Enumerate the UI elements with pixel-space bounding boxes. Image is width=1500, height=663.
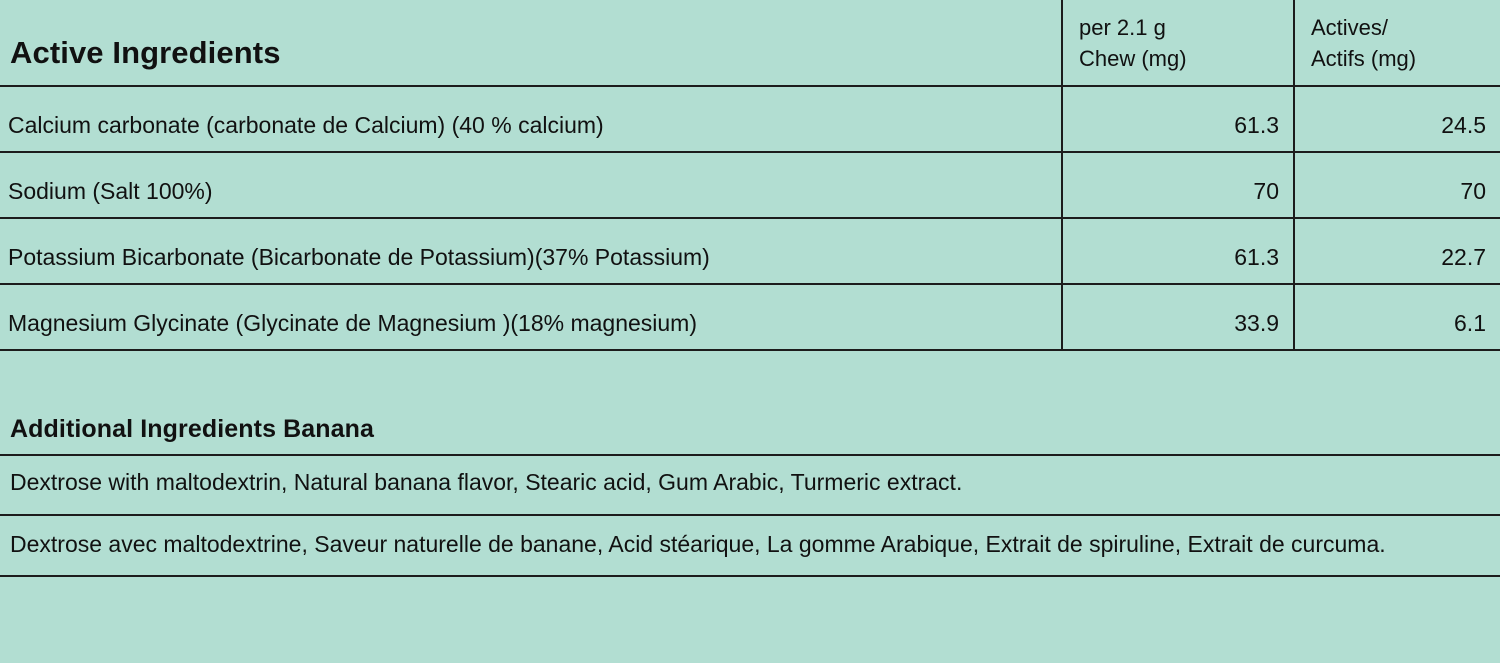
ingredient-per-chew: 70 xyxy=(1062,152,1294,218)
ingredient-name: Calcium carbonate (carbonate de Calcium) (40 % calcium) xyxy=(0,86,1062,152)
ingredient-actives: 6.1 xyxy=(1294,284,1500,350)
table-row xyxy=(0,218,1500,284)
ingredient-per-chew: 33.9 xyxy=(1062,284,1294,350)
ingredient-name: Potassium Bicarbonate (Bicarbonate de Potassium)(37% Potassium) xyxy=(0,218,1062,284)
table-row xyxy=(0,284,1500,350)
ingredient-actives: 24.5 xyxy=(1294,86,1500,152)
ingredient-actives: 70 xyxy=(1294,152,1500,218)
additional-ingredients-title: Additional Ingredients Banana xyxy=(10,415,375,443)
ingredient-actives: 22.7 xyxy=(1294,218,1500,284)
ingredient-name: Sodium (Salt 100%) xyxy=(0,152,1062,218)
header-active-ingredients: Active Ingredients xyxy=(0,0,1062,86)
ingredient-per-chew: 61.3 xyxy=(1062,86,1294,152)
header-actives-line1: Actives/ xyxy=(1311,14,1389,40)
ingredient-per-chew: 61.3 xyxy=(1062,218,1294,284)
divider-bottom xyxy=(0,575,1500,577)
header-per-chew xyxy=(1062,0,1294,86)
header-actives xyxy=(1294,0,1500,86)
ingredient-name: Magnesium Glycinate (Glycinate de Magnesium )(18% magnesium) xyxy=(0,284,1062,350)
header-actives-line2: Actifs (mg) xyxy=(1311,45,1417,71)
header-per-chew-line1: per 2.1 g xyxy=(1079,14,1166,40)
header-per-chew-line2: Chew (mg) xyxy=(1079,45,1187,71)
table-header-row xyxy=(0,0,1500,86)
table-row xyxy=(0,86,1500,152)
additional-ingredients-french: Dextrose avec maltodextrine, Saveur naturelle de banane, Acid stéarique, La gomme Arabique, Extrait de spiruline, Extrait de curcuma. xyxy=(10,531,1386,557)
additional-ingredients-section xyxy=(0,415,1500,577)
additional-ingredients-english: Dextrose with maltodextrin, Natural banana flavor, Stearic acid, Gum Arabic, Turmeric extract. xyxy=(10,469,963,495)
table-row xyxy=(0,152,1500,218)
